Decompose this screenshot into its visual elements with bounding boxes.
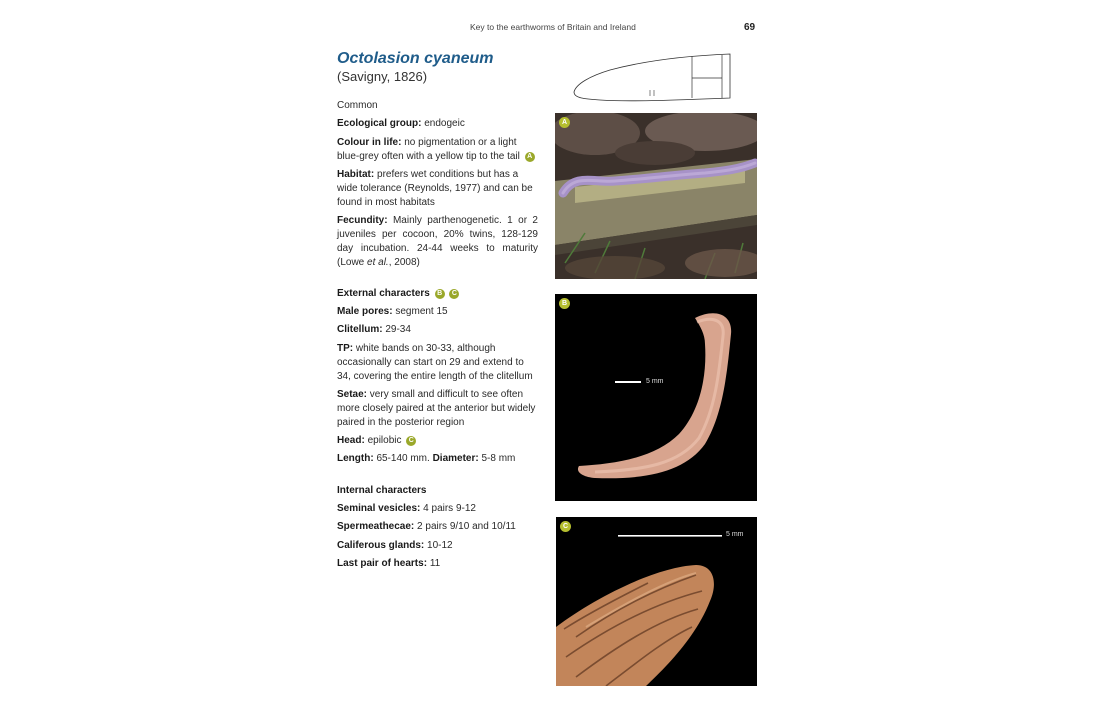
habitat-value: prefers wet conditions but has a wide tolerance (Reynolds, 1977) and can be found in most habitats bbox=[337, 169, 533, 208]
setae bbox=[337, 388, 538, 430]
hearts-label: Last pair of hearts: bbox=[337, 558, 428, 569]
badge-c-icon: C bbox=[406, 436, 416, 446]
colour-in-life bbox=[337, 136, 538, 164]
head-label: Head: bbox=[337, 435, 365, 446]
male-pores-label: Male pores: bbox=[337, 306, 393, 317]
photo-b-label-icon: B bbox=[559, 298, 570, 309]
seminal-vesicles bbox=[337, 502, 538, 516]
fecundity-label: Fecundity: bbox=[337, 215, 388, 226]
spermathecae-label: Spermeathecae: bbox=[337, 521, 415, 532]
diameter-label: Diameter: bbox=[432, 453, 479, 464]
photo-c-scale-label: 5 mm bbox=[726, 531, 744, 538]
photo-a-live-worm bbox=[555, 113, 757, 279]
fecundity-end: , 2008) bbox=[388, 257, 420, 268]
internal-heading-text: Internal characters bbox=[337, 485, 427, 496]
head bbox=[337, 434, 538, 448]
status-text: Common bbox=[337, 100, 378, 111]
worm-line-drawing bbox=[570, 50, 736, 106]
photo-b-whole-worm bbox=[555, 294, 757, 501]
diameter-value: 5-8 mm bbox=[481, 453, 516, 464]
length-diameter bbox=[337, 452, 538, 466]
male-pores bbox=[337, 305, 538, 319]
species-author: (Savigny, 1826) bbox=[337, 69, 428, 84]
external-heading-text: External characters bbox=[337, 288, 430, 299]
fecundity-value: Mainly parthenogenetic. 1 or 2 juveniles per cocoon, 20% twins, 128-129 day incubation. 24-44 weeks to maturity (Lowe bbox=[337, 215, 538, 268]
colour-value: no pigmentation or a light blue-grey often with a yellow tip to the tail bbox=[337, 137, 520, 162]
clitellum-value: 29-34 bbox=[385, 324, 411, 335]
internal-heading bbox=[337, 484, 538, 498]
califerous-glands bbox=[337, 539, 538, 553]
ecological-group-value: endogeic bbox=[424, 118, 465, 129]
ecological-group bbox=[337, 117, 538, 131]
head-value: epilobic bbox=[367, 435, 402, 446]
length-label: Length: bbox=[337, 453, 374, 464]
photo-c-label-icon: C bbox=[560, 521, 571, 532]
tp-label: TP: bbox=[337, 343, 354, 354]
clitellum bbox=[337, 323, 538, 337]
male-pores-value: segment 15 bbox=[395, 306, 448, 317]
badge-a-icon: A bbox=[525, 152, 535, 162]
habitat bbox=[337, 168, 538, 210]
last-pair-of-hearts bbox=[337, 557, 538, 571]
species-name: Octolasion cyaneum bbox=[337, 50, 494, 67]
length-value: 65-140 mm. bbox=[376, 453, 430, 464]
clitellum-label: Clitellum: bbox=[337, 324, 383, 335]
tp-value: white bands on 30-33, although occasionally can start on 29 and extend to 34, covering the entire length of the clitellum bbox=[337, 343, 533, 382]
spermathecae-value: 2 pairs 9/10 and 10/11 bbox=[417, 521, 516, 532]
external-heading bbox=[337, 287, 538, 301]
setae-label: Setae: bbox=[337, 389, 368, 400]
running-title: Key to the earthworms of Britain and Ireland bbox=[470, 22, 636, 32]
spermathecae bbox=[337, 520, 538, 534]
vesicles-value: 4 pairs 9-12 bbox=[423, 503, 476, 514]
fecundity bbox=[337, 214, 538, 270]
califerous-value: 10-12 bbox=[427, 540, 453, 551]
photo-a-label-icon: A bbox=[559, 117, 570, 128]
vesicles-label: Seminal vesicles: bbox=[337, 503, 421, 514]
photo-b-scale-label: 5 mm bbox=[646, 378, 664, 385]
badge-c-icon: C bbox=[449, 289, 459, 299]
habitat-label: Habitat: bbox=[337, 169, 375, 180]
colour-label: Colour in life: bbox=[337, 137, 402, 148]
photo-c-head-closeup bbox=[556, 517, 757, 686]
setae-value: very small and difficult to see often more closely paired at the anterior but widely paired in the posterior region bbox=[337, 389, 536, 428]
ecological-group-label: Ecological group: bbox=[337, 118, 422, 129]
hearts-value: 11 bbox=[429, 558, 441, 569]
tubercula-pubertatis bbox=[337, 342, 538, 384]
fecundity-etal: et al. bbox=[367, 257, 389, 268]
badge-b-icon: B bbox=[435, 289, 445, 299]
page-number: 69 bbox=[744, 22, 756, 33]
califerous-label: Califerous glands: bbox=[337, 540, 425, 551]
